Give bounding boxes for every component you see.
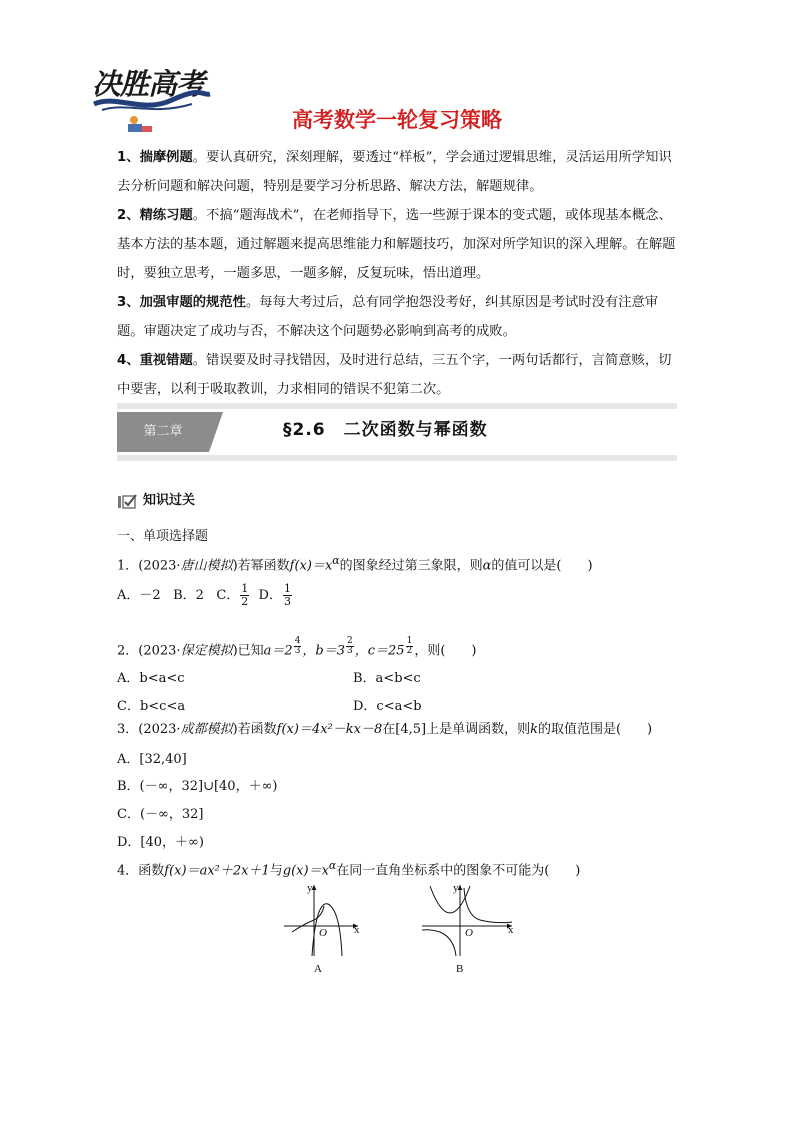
- q4-prefix: 4．函数: [117, 863, 165, 879]
- strategy-num: 2、: [117, 208, 140, 223]
- q3-text: 在[4,5]上是单调函数，则: [382, 722, 531, 737]
- question-1-stem: [117, 552, 593, 575]
- option-c: C．b<c<a: [117, 699, 186, 714]
- q1-exponent: α: [332, 554, 340, 567]
- q1-alpha: α: [482, 558, 492, 574]
- graph-b-plot: [420, 880, 516, 960]
- q1-prefix: 1．(2023·: [117, 558, 181, 574]
- option-a: A．[32,40]: [117, 752, 187, 767]
- q2-a: a＝2: [263, 643, 293, 659]
- option-a: A．b<a<c: [117, 671, 185, 686]
- graph-label: B: [456, 963, 464, 975]
- question-2-stem: 2．(2023·保定模拟)已知a＝2 $^{\frac{4}{3}}$ ，b＝3 $^{\frac{2}{3}}$ ，c＝25 $^{\frac{1}{2}}$ ，则( ): [117, 635, 477, 659]
- strategy-num: 1、: [117, 150, 140, 165]
- q2-prefix: 2．(2023·: [117, 643, 181, 659]
- strategy-item: [117, 143, 680, 201]
- q2-text: )已知: [232, 643, 264, 659]
- option-d: D．[40，＋∞): [117, 835, 204, 850]
- strategy-body: 。错误要及时寻找错因，及时进行总结，三五个字，一两句话都行，言简意赅，切中要害，以利于吸取教训，力求相同的错误不犯第二次。: [117, 353, 672, 397]
- question-3-stem: [117, 721, 652, 739]
- x-axis-label: x: [354, 924, 360, 936]
- chapter-tag: 第二章: [117, 412, 209, 452]
- chapter-header: [117, 403, 677, 461]
- q4-text: 在同一直角坐标系中的图象不可能为( ): [336, 863, 581, 879]
- option-d: D． $\frac{1}{3}$: [258, 582, 291, 608]
- q1-function: f(x)＝x: [289, 558, 333, 574]
- q4-text: 与: [269, 863, 283, 879]
- y-axis-label: y: [453, 882, 459, 894]
- strategy-head: 揣摩例题: [139, 150, 193, 165]
- strategy-head: 重视错题: [139, 353, 193, 368]
- option-c: C． $\frac{1}{2}$: [216, 582, 249, 608]
- q3-k: k: [530, 722, 538, 737]
- strategy-body: 。要认真研究，深刻理解，要透过“样板”，学会通过逻辑思维，灵活运用所学知识去分析问题和解决问题，特别是要学习分析思路、解决方法，解题规律。: [117, 150, 672, 194]
- q3-text: 的取值范围是( ): [537, 722, 653, 737]
- strategy-head: 加强审题的规范性: [139, 295, 246, 310]
- q4-g: g(x)＝x: [282, 863, 329, 879]
- option-b: B．a<b<c: [353, 671, 421, 686]
- x-axis-label: x: [508, 924, 514, 936]
- q3-function: f(x)＝4x²－kx－8: [276, 722, 383, 737]
- y-axis-label: y: [307, 882, 313, 894]
- checkbox-icon: [117, 493, 137, 509]
- q1-text: 的值可以是( ): [491, 558, 593, 574]
- strategy-num: 3、: [117, 295, 140, 310]
- knowledge-heading-text: 知识过关: [143, 493, 196, 508]
- q1-text: )若幂函数: [232, 558, 290, 574]
- q1-source: 唐山模拟: [180, 558, 233, 574]
- q1-text: 的图象经过第三象限，则: [339, 558, 483, 574]
- option-c: C．(－∞，32]: [117, 807, 204, 822]
- graph-a-plot: [282, 880, 362, 960]
- option-b: B．2: [173, 588, 204, 603]
- logo-text: 决胜高考: [92, 67, 205, 101]
- q2-source: 保定模拟: [180, 643, 233, 659]
- graph-a: [282, 880, 362, 980]
- question-1-options: [117, 583, 293, 608]
- strategy-item: [117, 288, 680, 346]
- strategy-item: [117, 346, 680, 404]
- q2-b: ，b＝3: [302, 643, 346, 659]
- chapter-tag-slant: [209, 412, 223, 452]
- option-b: B．(－∞，32]∪[40，＋∞): [117, 779, 278, 794]
- strategy-head: 精练习题: [139, 208, 193, 223]
- strategy-num: 4、: [117, 353, 140, 368]
- chapter-title: §2.6 二次函数与幂函数: [283, 420, 488, 440]
- strategy-body: 。不搞“题海战术”，在老师指导下，选一些源于课本的变式题，或体现基本概念、基本方法的基本题，通过解题来提高思维能力和解题技巧，加深对所学知识的深入理解。在解题时，要独立思考，一题多思，一题多解，反复玩味，悟出道理。: [117, 208, 676, 281]
- strategy-item: [117, 201, 680, 288]
- page-title: 高考数学一轮复习策略: [292, 108, 502, 132]
- section-heading: 一、单项选择题: [117, 529, 209, 544]
- q3-source: 成都模拟: [180, 722, 233, 737]
- option-d: D．c<a<b: [353, 699, 422, 714]
- q4-exponent: α: [328, 859, 337, 872]
- graph-label: A: [314, 963, 322, 975]
- question-4-stem: [117, 857, 580, 880]
- q3-prefix: 3．(2023·: [117, 722, 181, 737]
- q4-f: f(x)＝ax²＋2x＋1: [164, 863, 270, 879]
- chapter-bottom-line: [117, 455, 677, 461]
- knowledge-heading: [117, 489, 195, 509]
- q3-text: )若函数: [232, 722, 277, 737]
- strategy-list: [117, 143, 680, 404]
- origin-label: O: [319, 927, 327, 939]
- strategy-body: 。每每大考过后，总有同学抱怨没考好，纠其原因是考试时没有注意审题。审题决定了成功与否，不解决这个问题势必影响到高考的成败。: [117, 295, 659, 339]
- origin-label: O: [465, 927, 473, 939]
- chapter-top-line: [117, 403, 677, 409]
- q2-text: ，则( ): [414, 643, 477, 659]
- option-a: A．－2: [117, 588, 161, 603]
- graph-b: [420, 880, 516, 980]
- q2-c: ，c＝25: [354, 643, 405, 659]
